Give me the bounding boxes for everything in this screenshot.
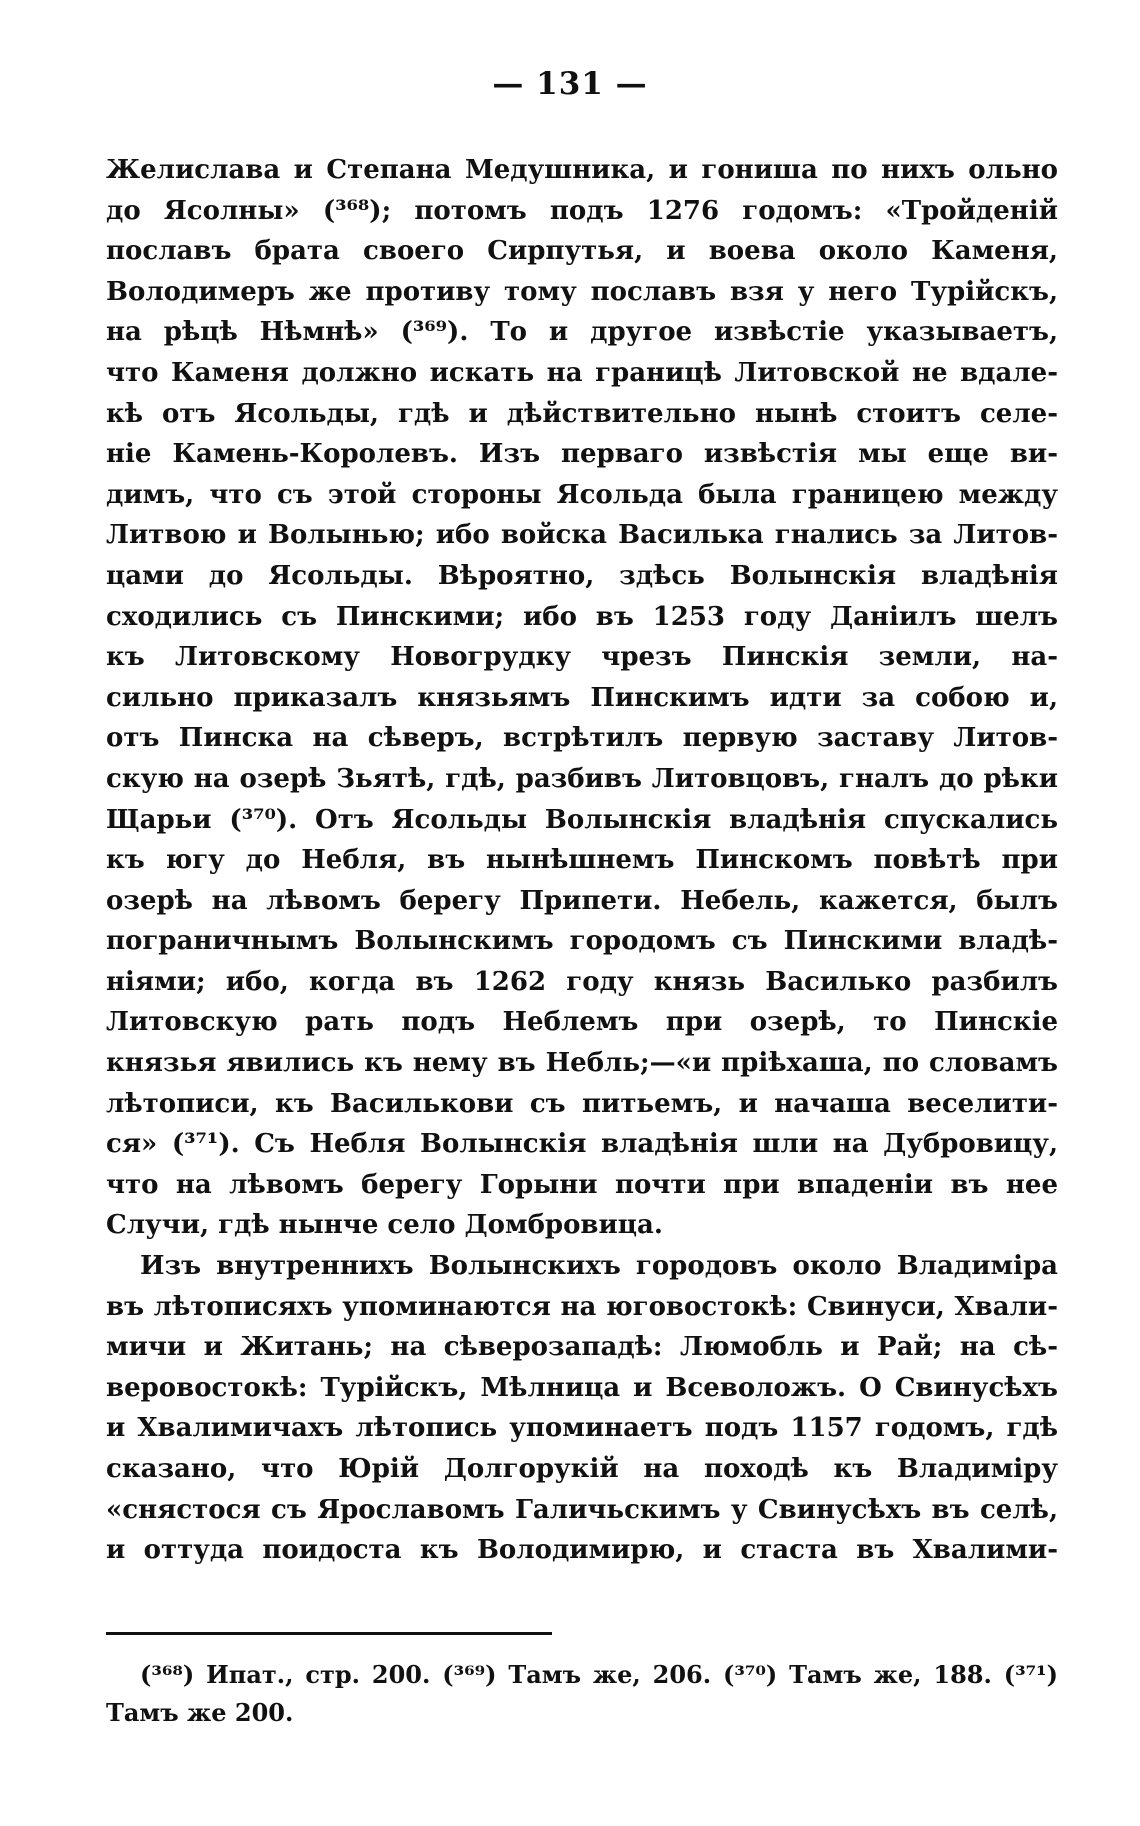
- text-line: въ лѣтописяхъ упоминаются на юговостокѣ: Свинуси, Хвали-: [106, 1291, 1058, 1322]
- text-line: пограничнымъ Волынскимъ городомъ съ Пинскими владѣ-: [106, 926, 1058, 957]
- text-line: и оттуда поидоста къ Володимирю, и стаста въ Хвалими-: [106, 1535, 1058, 1566]
- text-line: «снястося съ Ярославомъ Галичьскимъ у Свинусѣхъ въ селѣ,: [106, 1494, 1058, 1525]
- text-line: сходились съ Пинскими; ибо въ 1253 году Даніилъ шелъ: [106, 601, 1058, 632]
- text-line: къ Литовскому Новогрудку чрезъ Пинскія земли, на-: [106, 642, 1058, 673]
- text-line: до Ясолны» (³⁶⁸); потомъ подъ 1276 годомъ: «Тройденій: [106, 195, 1058, 226]
- footnote-line: (³⁶⁸) Ипат., стр. 200. (³⁶⁹) Тамъ же, 206. (³⁷⁰) Тамъ же, 188. (³⁷¹): [140, 1660, 1058, 1689]
- text-line: ніе Камень-Королевъ. Изъ перваго извѣстія мы еще ви-: [106, 439, 1058, 470]
- text-line: димъ, что съ этой стороны Ясольда была границею между: [106, 479, 1058, 510]
- text-line: Литовскую рать подъ Неблемъ при озерѣ, то Пинскіе: [106, 1007, 1058, 1038]
- text-line: озерѣ на лѣвомъ берегу Припети. Небель, кажется, былъ: [106, 885, 1058, 916]
- text-line: и Хвалимичахъ лѣтопись упоминаетъ подъ 1157 годомъ, гдѣ: [106, 1413, 1058, 1444]
- footnote-divider: [106, 1632, 552, 1635]
- text-line: Литвою и Волынью; ибо войска Василька гнались за Литов-: [106, 520, 1058, 551]
- page-number: — 131 —: [492, 66, 648, 102]
- text-line: князья явились къ нему въ Небль;—«и пріѣхаша, по словамъ: [106, 1048, 1058, 1079]
- text-line: сказано, что Юрій Долгорукій на походѣ къ Владиміру: [106, 1454, 1058, 1484]
- text-line: на рѣцѣ Нѣмнѣ» (³⁶⁹). То и другое извѣстіе указываетъ,: [106, 317, 1058, 348]
- footnotes: [106, 1656, 1058, 1732]
- text-line: къ югу до Небля, въ нынѣшнемъ Пинскомъ повѣтѣ при: [106, 845, 1058, 876]
- text-line: пославъ брата своего Сирпутья, и воева около Каменя,: [106, 236, 1058, 267]
- text-line: что на лѣвомъ берегу Горыни почти при впаденіи въ нее: [106, 1169, 1058, 1200]
- footnote-line: Тамъ же 200.: [106, 1698, 294, 1727]
- text-line: Случи, гдѣ нынче село Домбровица.: [106, 1210, 663, 1241]
- text-line: Щарьи (³⁷⁰). Отъ Ясольды Волынскія владѣнія спускались: [106, 804, 1058, 835]
- text-line: отъ Пинска на сѣверъ, встрѣтилъ первую заставу Литов-: [106, 723, 1058, 754]
- text-line: лѣтописи, къ Василькови съ питьемъ, и начаша веселити-: [106, 1088, 1058, 1119]
- text-line: цами до Ясольды. Вѣроятно, здѣсь Волынскія владѣнія: [106, 560, 1058, 591]
- text-line: веровостокѣ: Турійскъ, Мѣлница и Всеволожъ. О Свинусѣхъ: [106, 1372, 1058, 1403]
- text-line: что Каменя должно искать на границѣ Литовской не вдале-: [106, 357, 1058, 388]
- text-line: сильно приказалъ князьямъ Пинскимъ идти за собою и,: [106, 682, 1058, 713]
- text-line: мичи и Житань; на сѣверозападѣ: Люмобль и Рай; на сѣ-: [106, 1332, 1058, 1363]
- text-line: ся» (³⁷¹). Съ Небля Волынскія владѣнія шли на Дубровицу,: [106, 1129, 1058, 1160]
- text-line: Изъ внутреннихъ Волынскихъ городовъ около Владиміра: [140, 1251, 1058, 1282]
- body-text: [106, 150, 1058, 1571]
- text-line: Володимеръ же противу тому пославъ взя у него Турійскъ,: [106, 276, 1058, 307]
- text-line: ніями; ибо, когда въ 1262 году князь Василько разбилъ: [106, 966, 1058, 997]
- text-line: скую на озерѣ Зьятѣ, гдѣ, разбивъ Литовцовъ, гналъ до рѣки: [106, 763, 1058, 794]
- text-line: кѣ отъ Ясольды, гдѣ и дѣйствительно нынѣ стоитъ селе-: [106, 398, 1058, 429]
- text-line: Желислава и Степана Медушника, и гониша по нихъ ольно: [106, 155, 1058, 185]
